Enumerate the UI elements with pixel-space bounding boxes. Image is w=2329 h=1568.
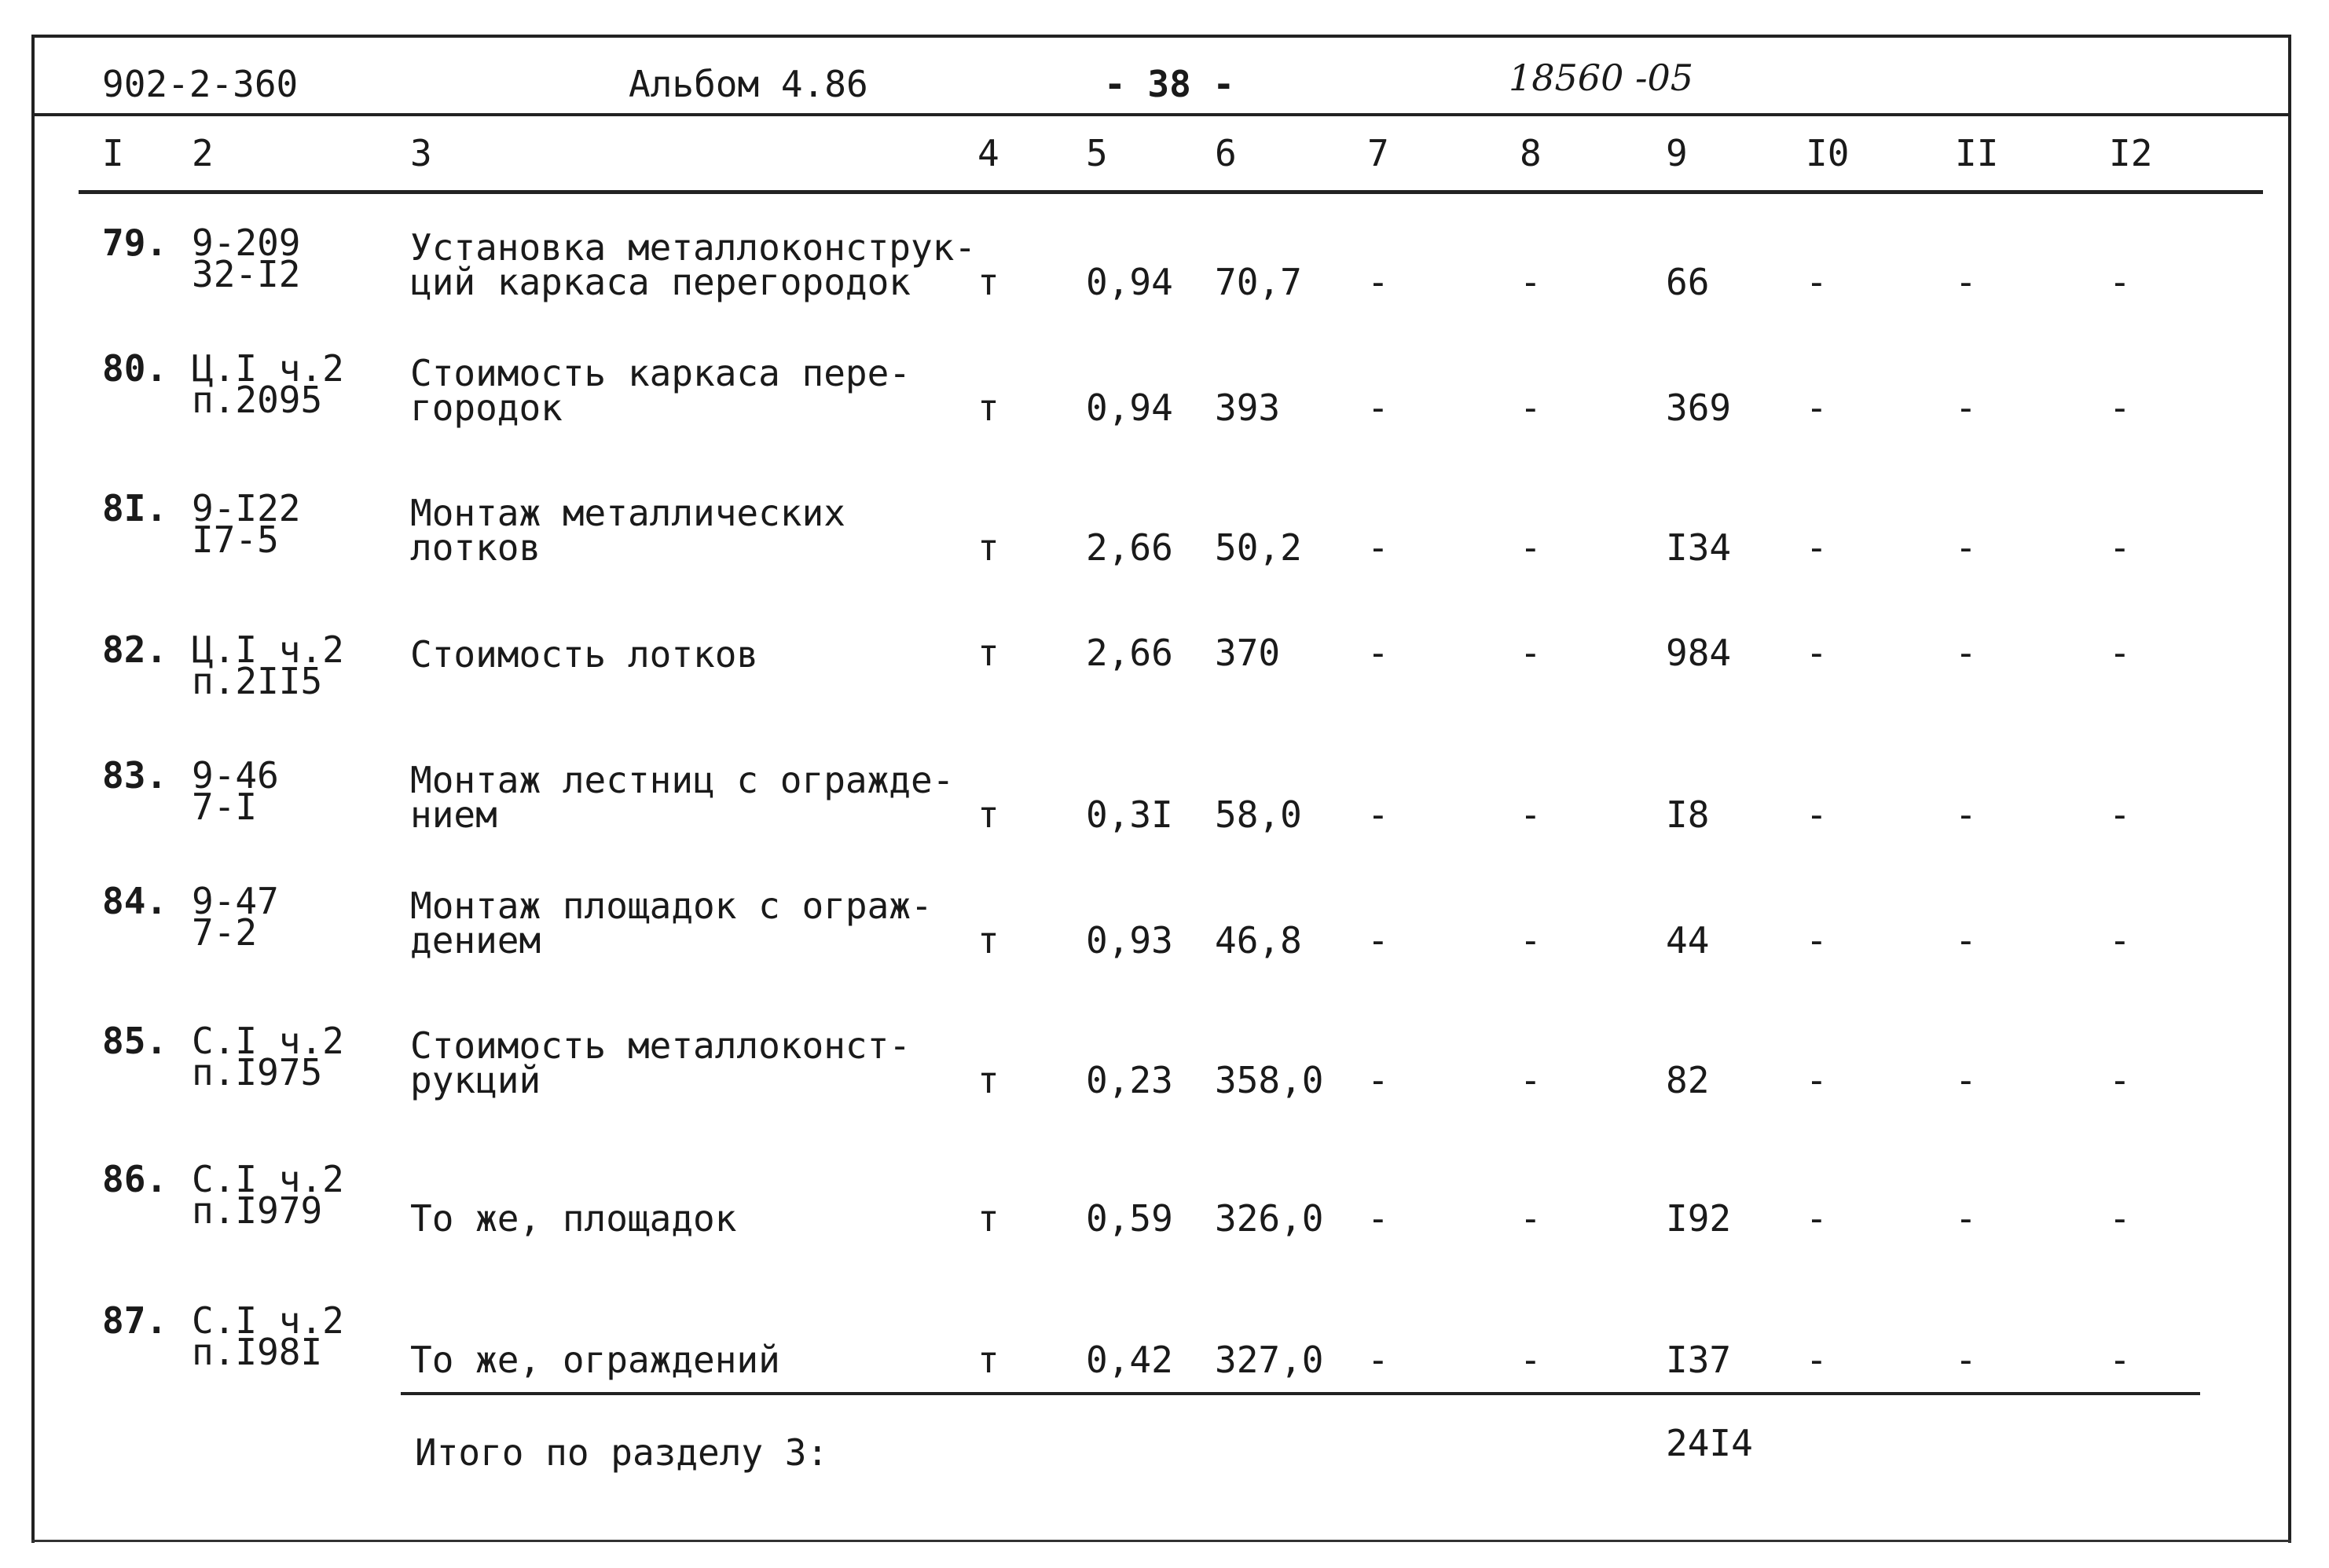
total-cost: I92	[1666, 1197, 1732, 1240]
total-label: Итого по разделу 3:	[415, 1431, 829, 1474]
row-number: 85.	[102, 1020, 168, 1062]
work-name: Стоимость лотков	[410, 633, 759, 676]
frame-right-border	[2288, 35, 2291, 1543]
quantity: 0,3I	[1086, 793, 1173, 836]
col-8: -	[1520, 261, 1542, 303]
col-10: -	[1806, 1197, 1828, 1240]
col-11: -	[1955, 793, 1977, 836]
work-name-cont: нием	[410, 793, 497, 836]
work-name-cont: То же, площадок	[410, 1197, 737, 1240]
total-value: 24I4	[1666, 1422, 1753, 1464]
col-10: -	[1806, 793, 1828, 836]
unit: т	[977, 387, 999, 429]
total-cost: 44	[1666, 919, 1710, 962]
quantity: 2,66	[1086, 632, 1173, 674]
frame-bottom-border	[31, 1540, 2291, 1542]
norm-code: С.I ч.2	[192, 1020, 344, 1062]
col-10: -	[1806, 526, 1828, 569]
row-number: 82.	[102, 628, 168, 671]
col-7: -	[1367, 387, 1389, 429]
row-number: 79.	[102, 222, 168, 264]
column-number-8: 8	[1520, 132, 1542, 174]
unit: т	[977, 1339, 999, 1381]
col-8: -	[1520, 1339, 1542, 1381]
document-code: 902-2-360	[102, 63, 299, 105]
norm-code: 9-209	[192, 222, 301, 264]
total-divider	[401, 1392, 2200, 1395]
unit-price: 358,0	[1215, 1059, 1324, 1101]
quantity: 0,42	[1086, 1339, 1173, 1381]
row-number: 87.	[102, 1299, 168, 1342]
col-11: -	[1955, 387, 1977, 429]
col-11: -	[1955, 526, 1977, 569]
quantity: 0,23	[1086, 1059, 1173, 1101]
quantity: 0,59	[1086, 1197, 1173, 1240]
col-11: -	[1955, 261, 1977, 303]
norm-code-item: п.I979	[192, 1189, 323, 1232]
norm-code-item: п.I98I	[192, 1331, 323, 1373]
col-7: -	[1367, 1197, 1389, 1240]
col-10: -	[1806, 387, 1828, 429]
work-name: Монтаж площадок с ограж-	[410, 885, 933, 927]
col-7: -	[1367, 1339, 1389, 1381]
row-number: 83.	[102, 754, 168, 797]
column-header-divider	[79, 190, 2263, 194]
col-12: -	[2109, 919, 2131, 962]
page-number: - 38 -	[1104, 63, 1235, 105]
col-8: -	[1520, 793, 1542, 836]
norm-code-item: 7-I	[192, 786, 258, 828]
col-7: -	[1367, 793, 1389, 836]
row-number: 86.	[102, 1158, 168, 1200]
col-8: -	[1520, 1059, 1542, 1101]
column-number-7: 7	[1367, 132, 1389, 174]
unit: т	[977, 1059, 999, 1101]
col-8: -	[1520, 526, 1542, 569]
unit-price: 50,2	[1215, 526, 1302, 569]
unit: т	[977, 261, 999, 303]
norm-code-item: I7-5	[192, 518, 279, 561]
total-cost: 369	[1666, 387, 1732, 429]
work-name: Установка металлоконструк-	[410, 226, 977, 269]
unit-price: 393	[1215, 387, 1281, 429]
norm-code: Ц.I ч.2	[192, 347, 344, 390]
norm-code-item: 32-I2	[192, 253, 301, 295]
total-cost: 984	[1666, 632, 1732, 674]
norm-code-item: 7-2	[192, 911, 258, 954]
col-12: -	[2109, 387, 2131, 429]
column-number-4: 4	[977, 132, 999, 174]
column-number-9: 9	[1666, 132, 1688, 174]
col-10: -	[1806, 1059, 1828, 1101]
norm-code-item: п.2095	[192, 379, 323, 421]
work-name: Стоимость каркаса пере-	[410, 352, 911, 394]
work-name-cont: городок	[410, 387, 563, 429]
column-number-3: 3	[410, 132, 432, 174]
quantity: 0,94	[1086, 387, 1173, 429]
col-11: -	[1955, 1197, 1977, 1240]
quantity: 0,94	[1086, 261, 1173, 303]
unit: т	[977, 793, 999, 836]
col-11: -	[1955, 919, 1977, 962]
col-12: -	[2109, 526, 2131, 569]
col-7: -	[1367, 261, 1389, 303]
column-number-5: 5	[1086, 132, 1108, 174]
work-name: Стоимость металлоконст-	[410, 1024, 911, 1067]
col-8: -	[1520, 1197, 1542, 1240]
row-number: 84.	[102, 880, 168, 922]
col-10: -	[1806, 632, 1828, 674]
col-7: -	[1367, 526, 1389, 569]
total-cost: 82	[1666, 1059, 1710, 1101]
column-number-12: I2	[2109, 132, 2153, 174]
col-10: -	[1806, 919, 1828, 962]
col-8: -	[1520, 919, 1542, 962]
column-number-6: 6	[1215, 132, 1237, 174]
column-number-11: II	[1955, 132, 1999, 174]
frame-top-border	[31, 35, 2291, 38]
row-number: 80.	[102, 347, 168, 390]
work-name: Монтаж лестниц с огражде-	[410, 759, 955, 801]
col-10: -	[1806, 261, 1828, 303]
work-name-cont: То же, ограждений	[410, 1339, 780, 1381]
unit-price: 70,7	[1215, 261, 1302, 303]
album-label: Альбом 4.86	[629, 63, 868, 105]
unit-price: 370	[1215, 632, 1281, 674]
work-name-cont: лотков	[410, 526, 541, 569]
unit: т	[977, 526, 999, 569]
col-12: -	[2109, 1059, 2131, 1101]
norm-code: 9-I22	[192, 487, 301, 529]
total-cost: 66	[1666, 261, 1710, 303]
norm-code: С.I ч.2	[192, 1158, 344, 1200]
col-11: -	[1955, 1059, 1977, 1101]
header-divider	[31, 113, 2291, 116]
row-number: 8I.	[102, 487, 168, 529]
work-name: Монтаж металлических	[410, 492, 845, 534]
column-number-1: I	[102, 132, 124, 174]
col-8: -	[1520, 632, 1542, 674]
unit: т	[977, 632, 999, 674]
col-11: -	[1955, 1339, 1977, 1381]
norm-code-item: п.I975	[192, 1051, 323, 1094]
column-number-10: I0	[1806, 132, 1850, 174]
col-8: -	[1520, 387, 1542, 429]
col-12: -	[2109, 793, 2131, 836]
handwritten-number: 18560 -05	[1509, 57, 1694, 99]
norm-code: С.I ч.2	[192, 1299, 344, 1342]
col-11: -	[1955, 632, 1977, 674]
col-12: -	[2109, 1197, 2131, 1240]
frame-left-border	[31, 35, 35, 1543]
col-7: -	[1367, 1059, 1389, 1101]
unit-price: 326,0	[1215, 1197, 1324, 1240]
column-number-2: 2	[192, 132, 214, 174]
norm-code: 9-47	[192, 880, 279, 922]
unit-price: 58,0	[1215, 793, 1302, 836]
col-12: -	[2109, 261, 2131, 303]
total-cost: I8	[1666, 793, 1710, 836]
norm-code: 9-46	[192, 754, 279, 797]
quantity: 0,93	[1086, 919, 1173, 962]
norm-code-item: п.2II5	[192, 660, 323, 702]
work-name-cont: ций каркаса перегородок	[410, 261, 911, 303]
unit-price: 327,0	[1215, 1339, 1324, 1381]
col-7: -	[1367, 632, 1389, 674]
total-cost: I34	[1666, 526, 1732, 569]
work-name-cont: рукций	[410, 1059, 541, 1101]
unit: т	[977, 1197, 999, 1240]
unit: т	[977, 919, 999, 962]
unit-price: 46,8	[1215, 919, 1302, 962]
norm-code: Ц.I ч.2	[192, 628, 344, 671]
quantity: 2,66	[1086, 526, 1173, 569]
col-10: -	[1806, 1339, 1828, 1381]
total-cost: I37	[1666, 1339, 1732, 1381]
col-7: -	[1367, 919, 1389, 962]
col-12: -	[2109, 632, 2131, 674]
col-12: -	[2109, 1339, 2131, 1381]
work-name-cont: дением	[410, 919, 541, 962]
